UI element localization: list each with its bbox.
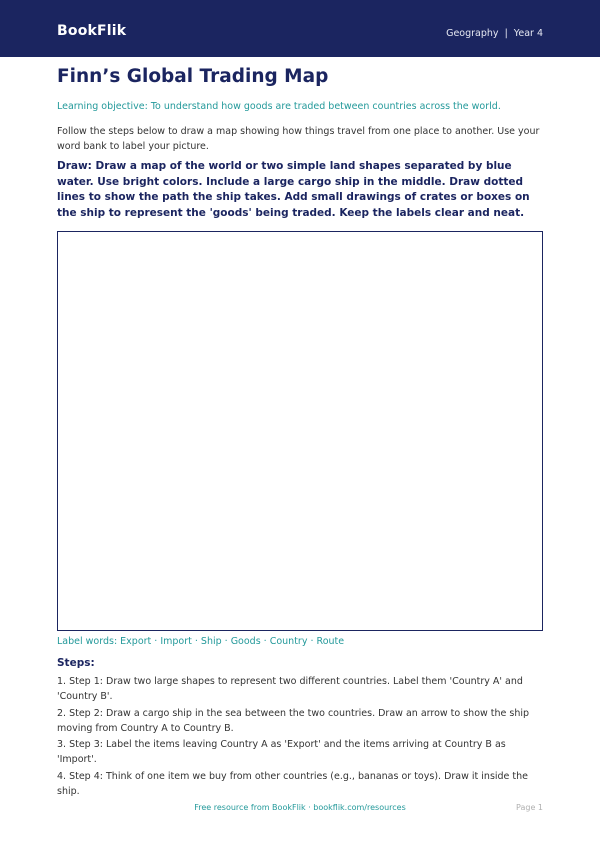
steps-heading: Steps: [57, 657, 95, 669]
footer-resource-link[interactable]: Free resource from BookFlik · bookflik.com/resources [194, 803, 406, 812]
brand-logo[interactable]: BookFlik [57, 23, 127, 39]
step-item: 3. Step 3: Label the items leaving Country A as 'Export' and the items arriving at Country B as 'Import'. [57, 739, 506, 765]
steps-list [57, 674, 543, 800]
step-item: 1. Step 1: Draw two large shapes to represent two different countries. Label them 'Country A' and 'Country B'. [57, 676, 523, 702]
page-title: Finn’s Global Trading Map [57, 66, 329, 87]
page-number: Page 1 [516, 803, 543, 812]
step-item: 2. Step 2: Draw a cargo ship in the sea between the two countries. Draw an arrow to show the ship moving from Country A to Country B. [57, 707, 530, 734]
draw-instruction: Draw: Draw a map of the world or two simple land shapes separated by blue water. Use bright colors. Include a large cargo ship in the middle. Draw dotted lines to show the path the ship takes. Add small drawings of crates or boxes on the ship to represent the 'goods' being traded. Keep the labels clear and neat. [57, 160, 530, 219]
drawing-area[interactable] [57, 231, 543, 631]
header-bar [0, 0, 600, 57]
learning-objective: Learning objective: To understand how goods are traded between countries across the world. [57, 101, 501, 112]
step-item: 4. Step 4: Think of one item we buy from other countries (e.g., bananas or toys). Draw it inside the ship. [57, 770, 529, 797]
label-word-bank: Label words: Export · Import · Ship · Goods · Country · Route [57, 636, 345, 647]
subject-year-label: Geography | Year 4 [446, 28, 543, 39]
intro-text: Follow the steps below to draw a map showing how things travel from one place to another. Use your word bank to label your picture. [57, 126, 540, 152]
